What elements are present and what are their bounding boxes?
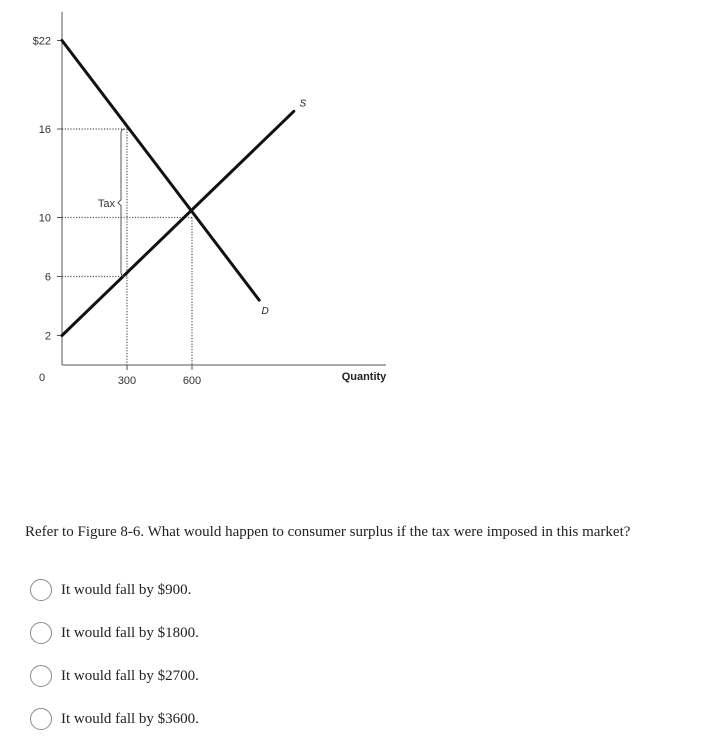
radio-button[interactable] <box>30 579 52 601</box>
radio-button[interactable] <box>30 665 52 687</box>
supply-curve <box>62 111 294 335</box>
demand-curve <box>62 41 259 301</box>
answer-options <box>30 576 199 748</box>
question-text: Refer to Figure 8-6. What would happen to consumer surplus if the tax were imposed in this market? <box>25 524 631 540</box>
x-tick-label: 300 <box>117 375 137 387</box>
answer-option-label: It would fall by $1800. <box>61 624 199 641</box>
answer-option-label: It would fall by $2700. <box>61 667 199 684</box>
tax-label: Tax <box>97 197 115 210</box>
demand-label: D <box>261 306 269 318</box>
tax-bracket <box>118 129 125 277</box>
answer-option-label: It would fall by $900. <box>61 581 192 598</box>
x-axis-label: Quantity <box>341 371 387 383</box>
y-tick-label: 16 <box>38 124 51 136</box>
x-tick-label: 600 <box>182 375 202 387</box>
supply-label: S <box>299 98 307 110</box>
answer-option[interactable] <box>30 619 199 647</box>
y-tick-label: 6 <box>44 271 51 284</box>
origin-label: 0 <box>38 372 46 384</box>
answer-option-label: It would fall by $3600. <box>61 710 199 727</box>
y-tick-label: 2 <box>44 330 51 343</box>
y-tick-label: 10 <box>38 212 51 225</box>
answer-option[interactable] <box>30 662 199 690</box>
y-tick-label: $22 <box>32 35 51 48</box>
radio-button[interactable] <box>30 622 52 644</box>
radio-button[interactable] <box>30 708 52 730</box>
answer-option[interactable] <box>30 705 199 733</box>
answer-option[interactable] <box>30 576 199 604</box>
